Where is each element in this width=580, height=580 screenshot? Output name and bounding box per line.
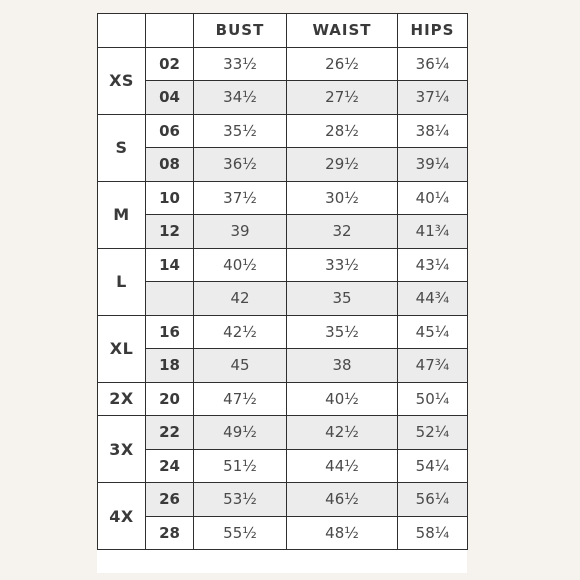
bust-value: 40½ [194,248,287,282]
size-chart-table [97,13,468,550]
table-row [98,215,468,249]
size-label: 4X [98,483,146,550]
size-number: 02 [146,47,194,81]
hips-value: 43¼ [398,248,468,282]
bust-value: 47½ [194,382,287,416]
bust-value: 53½ [194,483,287,517]
size-label: 2X [98,382,146,416]
header-size-blank [98,14,146,48]
size-chart-body [98,47,468,550]
table-row [98,148,468,182]
hips-value: 38¼ [398,114,468,148]
size-label: S [98,114,146,181]
size-number: 04 [146,81,194,115]
bust-value: 35½ [194,114,287,148]
waist-value: 40½ [287,382,398,416]
size-number [146,282,194,316]
header-waist: WAIST [287,14,398,48]
hips-value: 50¼ [398,382,468,416]
header-number-blank [146,14,194,48]
table-row [98,516,468,550]
table-row [98,416,468,450]
size-number: 08 [146,148,194,182]
waist-value: 29½ [287,148,398,182]
hips-value: 44¾ [398,282,468,316]
size-number: 24 [146,449,194,483]
table-row [98,181,468,215]
hips-value: 40¼ [398,181,468,215]
table-row [98,449,468,483]
table-row [98,114,468,148]
bust-value: 42½ [194,315,287,349]
hips-value: 56¼ [398,483,468,517]
size-label: XL [98,315,146,382]
size-label: XS [98,47,146,114]
table-row [98,382,468,416]
waist-value: 33½ [287,248,398,282]
size-number: 18 [146,349,194,383]
bust-value: 39 [194,215,287,249]
table-row [98,81,468,115]
bust-value: 55½ [194,516,287,550]
hips-value: 54¼ [398,449,468,483]
waist-value: 46½ [287,483,398,517]
size-label: L [98,248,146,315]
hips-value: 37¼ [398,81,468,115]
hips-value: 39¼ [398,148,468,182]
hips-value: 45¼ [398,315,468,349]
size-number: 26 [146,483,194,517]
size-number: 28 [146,516,194,550]
bust-value: 34½ [194,81,287,115]
header-row [98,14,468,48]
hips-value: 52¼ [398,416,468,450]
hips-value: 47¾ [398,349,468,383]
hips-value: 41¾ [398,215,468,249]
size-number: 12 [146,215,194,249]
bust-value: 36½ [194,148,287,182]
size-number: 14 [146,248,194,282]
size-number: 20 [146,382,194,416]
hips-value: 58¼ [398,516,468,550]
table-row [98,349,468,383]
hips-value: 36¼ [398,47,468,81]
waist-value: 35½ [287,315,398,349]
bust-value: 49½ [194,416,287,450]
table-row [98,47,468,81]
header-hips: HIPS [398,14,468,48]
bust-value: 37½ [194,181,287,215]
waist-value: 48½ [287,516,398,550]
waist-value: 28½ [287,114,398,148]
bust-value: 33½ [194,47,287,81]
waist-value: 30½ [287,181,398,215]
table-row [98,483,468,517]
bust-value: 45 [194,349,287,383]
size-number: 22 [146,416,194,450]
bust-value: 51½ [194,449,287,483]
bust-value: 42 [194,282,287,316]
header-bust: BUST [194,14,287,48]
waist-value: 42½ [287,416,398,450]
waist-value: 26½ [287,47,398,81]
waist-value: 38 [287,349,398,383]
waist-value: 32 [287,215,398,249]
size-label: M [98,181,146,248]
size-number: 10 [146,181,194,215]
waist-value: 44½ [287,449,398,483]
size-number: 16 [146,315,194,349]
waist-value: 35 [287,282,398,316]
size-label: 3X [98,416,146,483]
table-row [98,248,468,282]
table-row [98,315,468,349]
size-number: 06 [146,114,194,148]
waist-value: 27½ [287,81,398,115]
table-row [98,282,468,316]
